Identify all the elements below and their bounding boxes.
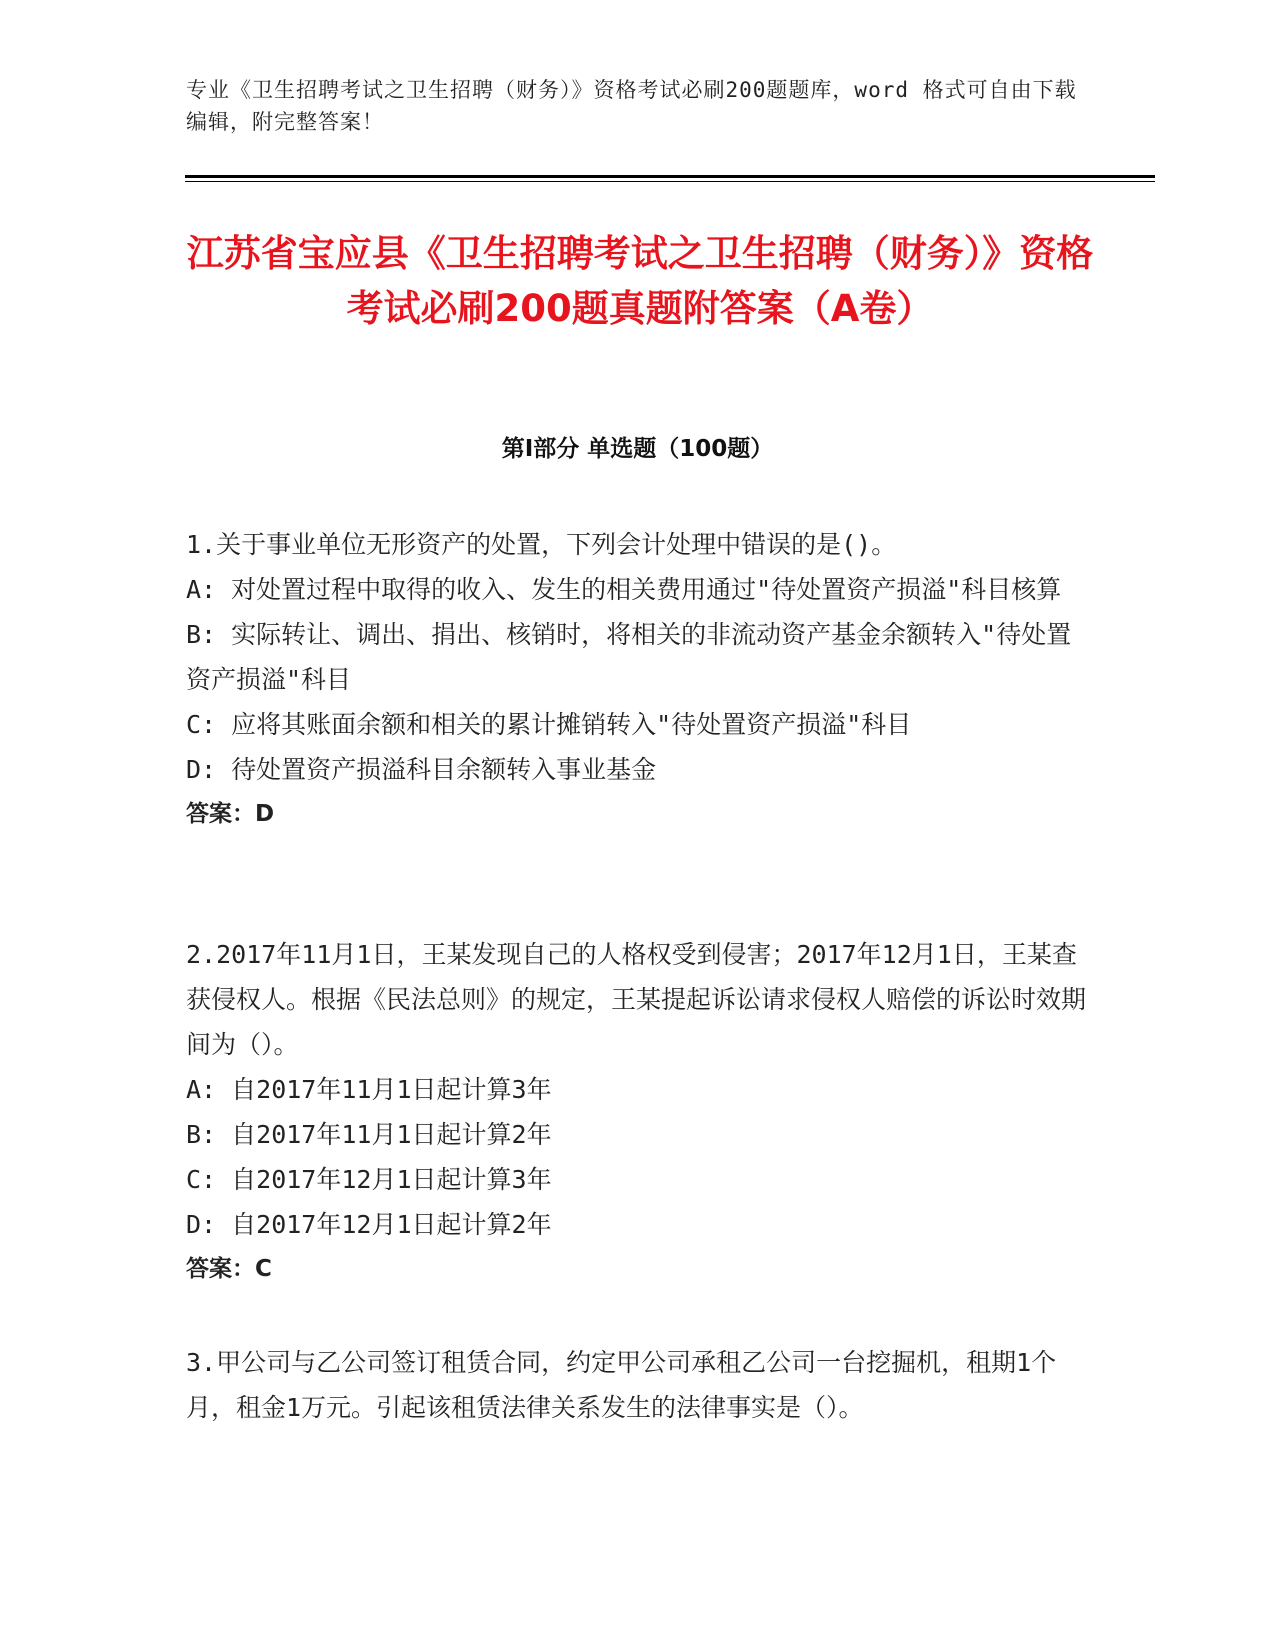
question-stem: 3.甲公司与乙公司签订租赁合同，约定甲公司承租乙公司一台挖掘机，租期1个月，租金1万元。引起该租赁法律关系发生的法律事实是（）。 [186,1348,1057,1422]
option-b: B: 自2017年11月1日起计算2年 [186,1120,552,1149]
answer: 答案：D [186,801,275,827]
question-2 [186,932,1086,1292]
option-c: C: 自2017年12月1日起计算3年 [186,1165,552,1194]
answer: 答案：C [186,1256,272,1282]
option-a: A: 自2017年11月1日起计算3年 [186,1075,552,1104]
document-title: 江苏省宝应县《卫生招聘考试之卫生招聘（财务）》资格考试必刷200题真题附答案（A卷） [186,232,1094,330]
section-title: 第Ⅰ部分 单选题（100题） [501,436,774,462]
option-c: C: 应将其账面余额和相关的累计摊销转入"待处置资产损溢"科目 [186,710,912,739]
question-stem: 2.2017年11月1日，王某发现自己的人格权受到侵害；2017年12月1日，王某查获侵权人。根据《民法总则》的规定，王某提起诉讼请求侵权人赔偿的诉讼时效期间为（）。 [186,940,1087,1059]
question-1 [186,522,1086,837]
header-note: 专业《卫生招聘考试之卫生招聘（财务）》资格考试必刷200题题库，word 格式可自由下载编辑，附完整答案！ [186,78,1077,134]
option-d: D: 自2017年12月1日起计算2年 [186,1210,552,1239]
question-3 [186,1340,1086,1430]
question-stem: 1.关于事业单位无形资产的处置，下列会计处理中错误的是()。 [186,530,897,559]
option-a: A: 对处置过程中取得的收入、发生的相关费用通过"待处置资产损溢"科目核算 [186,575,1062,604]
option-b: B: 实际转让、调出、捐出、核销时，将相关的非流动资产基金余额转入"待处置资产损溢"科目 [186,620,1072,694]
header-rule-thin [185,181,1155,182]
option-d: D: 待处置资产损溢科目余额转入事业基金 [186,755,657,784]
header-rule-thick [185,175,1155,178]
